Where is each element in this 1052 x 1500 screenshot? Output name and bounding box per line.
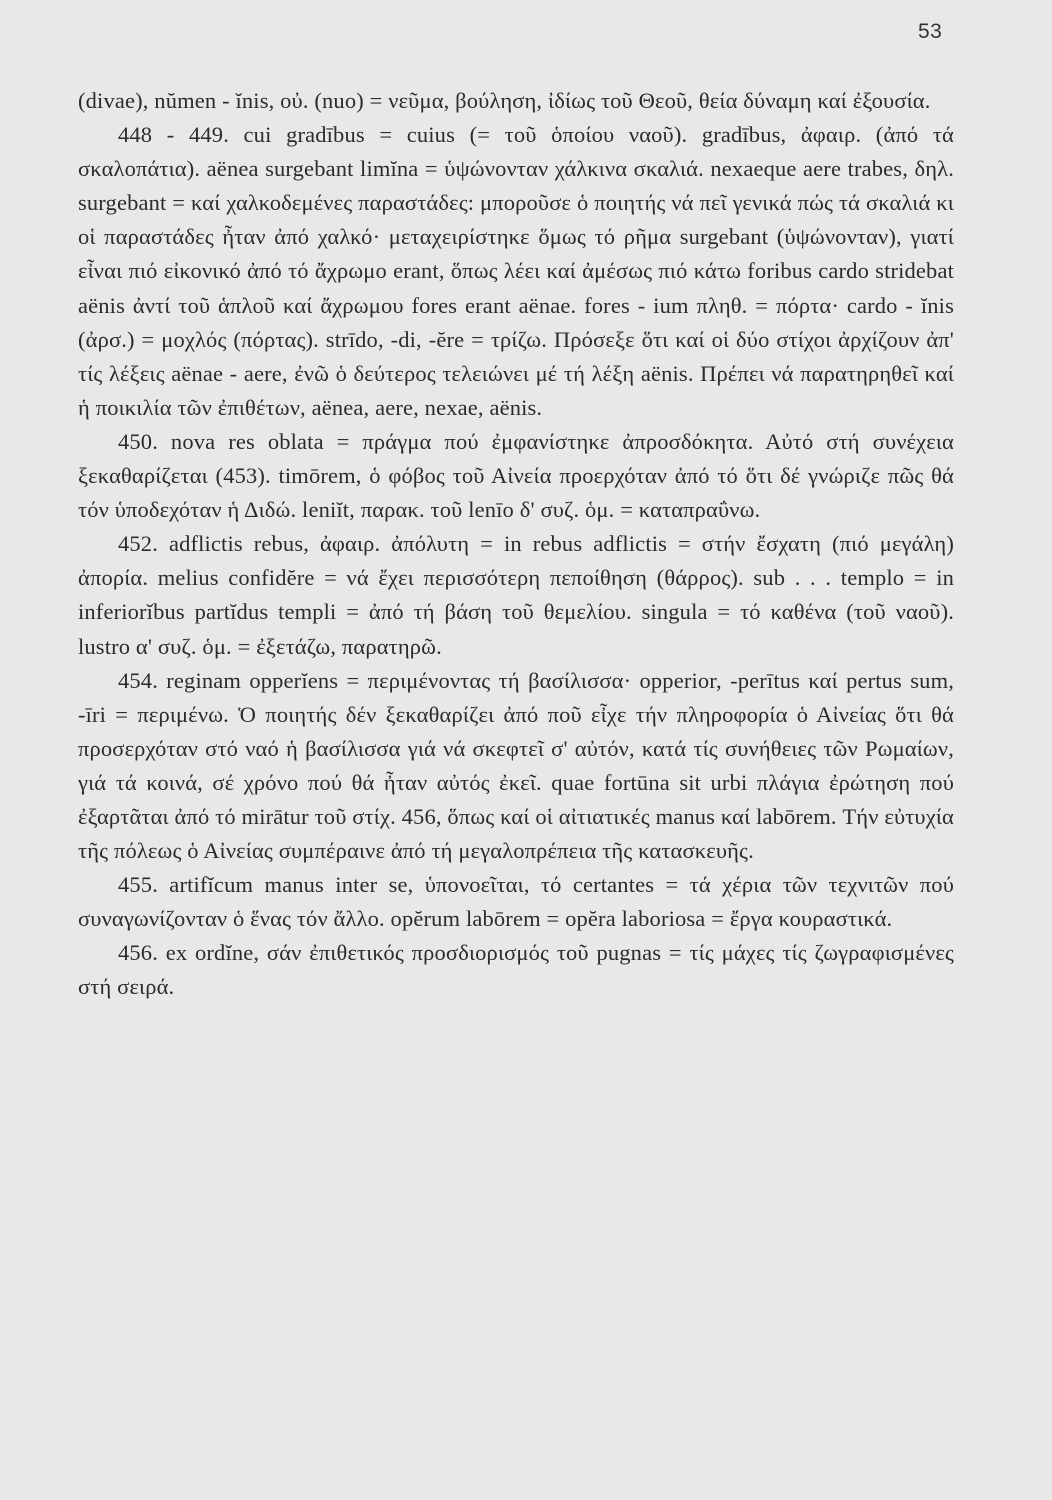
paragraph-455: 455. artifĭcum manus inter se, ὑπονοεῖται, τό certantes = τά χέρια τῶν τεχνιτῶν πού συναγωνίζονταν ὁ ἕνας τόν ἄλλο. opĕrum labōrem = opĕra laboriosa = ἔργα κουραστικά. bbox=[78, 872, 954, 932]
paragraph-456: 456. ex ordĭne, σάν ἐπιθετικός προσδιορισμός τοῦ pugnas = τίς μάχες τίς ζωγραφισμένες στή σειρά. bbox=[78, 940, 954, 1000]
commentary-text bbox=[78, 84, 954, 1005]
paragraph-448-449: 448 - 449. cui gradībus = cuius (= τοῦ ὁποίου ναοῦ). gradībus, ἀφαιρ. (ἀπό τά σκαλοπάτια). aënea surgebant limĭna = ὑψώνονταν χάλκινα σκαλιά. nexaeque aere trabes, δηλ. surgebant = καί χαλκοδεμένες παραστάδες: μποροῦσε ὁ ποιητής νά πεῖ γενικά πώς τά σκαλιά κι οἱ παραστάδες ἦταν ἀπό χαλκό· μεταχειρίστηκε ὅμως τό ρῆμα surgebant (ὑψώνονταν), γιατί εἶναι πιό εἰκονικό ἀπό τό ἄχρωμο erant, ὅπως λέει καί ἀμέσως πιό κάτω foribus cardo stridebat aënis ἀντί τοῦ ἁπλοῦ καί ἄχρωμου fores erant aënae. fores - ium πληθ. = πόρτα· cardo - ĭnis (ἀρσ.) = μοχλός (πόρτας). strīdo, -di, -ĕre = τρίζω. Πρόσεξε ὅτι καί οἱ δύο στίχοι ἀρχίζουν ἀπ' τίς λέξεις aënae - aere, ἐνῶ ὁ δεύτερος τελειώνει μέ τή λέξη aënis. Πρέπει νά παρατηρηθεῖ καί ἡ ποικιλία τῶν ἐπιθέτων, aënea, aere, nexae, aënis. bbox=[78, 122, 954, 420]
paragraph-continuation: (divae), nŭmen - ĭnis, οὐ. (nuo) = νεῦμα, βούληση, ἰδίως τοῦ Θεοῦ, θεία δύναμη καί ἐξουσία. bbox=[78, 88, 931, 113]
paragraph-450: 450. nova res oblata = πράγμα πού ἐμφανίστηκε ἀπροσδόκητα. Αὐτό στή συνέχεια ξεκαθαρίζεται (453). timōrem, ὁ φόβος τοῦ Αἰνεία προερχόταν ἀπό τό ὅτι δέ γνώριζε πῶς θά τόν ὑποδεχόταν ἡ Διδώ. leniĭt, παρακ. τοῦ lenīo δ' συζ. ὁμ. = καταπραΰνω. bbox=[78, 428, 954, 523]
paragraph-452: 452. adflictis rebus, ἀφαιρ. ἀπόλυτη = in rebus adflictis = στήν ἔσχατη (πιό μεγάλη) ἀπορία. melius confidĕre = νά ἔχει περισσότερη πεποίθηση (θάρρος). sub . . . templo = in inferiorĭbus partĭdus templi = ἀπό τή βάση τοῦ θεμελίου. singula = τό καθένα (τοῦ ναοῦ). lustro α' συζ. ὁμ. = ἐξετάζω, παρατηρῶ. bbox=[78, 531, 954, 659]
page-number: 53 bbox=[918, 20, 943, 43]
paragraph-454: 454. reginam opperĭens = περιμένοντας τή βασίλισσα· opperior, -perītus καί pertus sum, -īri = περιμένω. Ὁ ποιητής δέν ξεκαθαρίζει ἀπό ποῦ εἶχε τήν πληροφορία ὁ Αἰνείας ὅτι θά προσερχόταν στό ναό ἡ βασίλισσα γιά νά σκεφτεῖ σ' αὐτόν, κατά τίς συνήθειες τῶν Ρωμαίων, γιά τά κοινά, σέ χρόνο πού θά ἦταν αὐτός ἐκεῖ. quae fortūna sit urbi πλάγια ἐρώτηση πού ἐξαρτᾶται ἀπό τό mirātur τοῦ στίχ. 456, ὅπως καί οἱ αἰτιατικές manus καί labōrem. Τήν εὐτυχία τῆς πόλεως ὁ Αἰνείας συμπέραινε ἀπό τή μεγαλοπρέπεια τῆς κατασκευῆς. bbox=[78, 667, 954, 864]
